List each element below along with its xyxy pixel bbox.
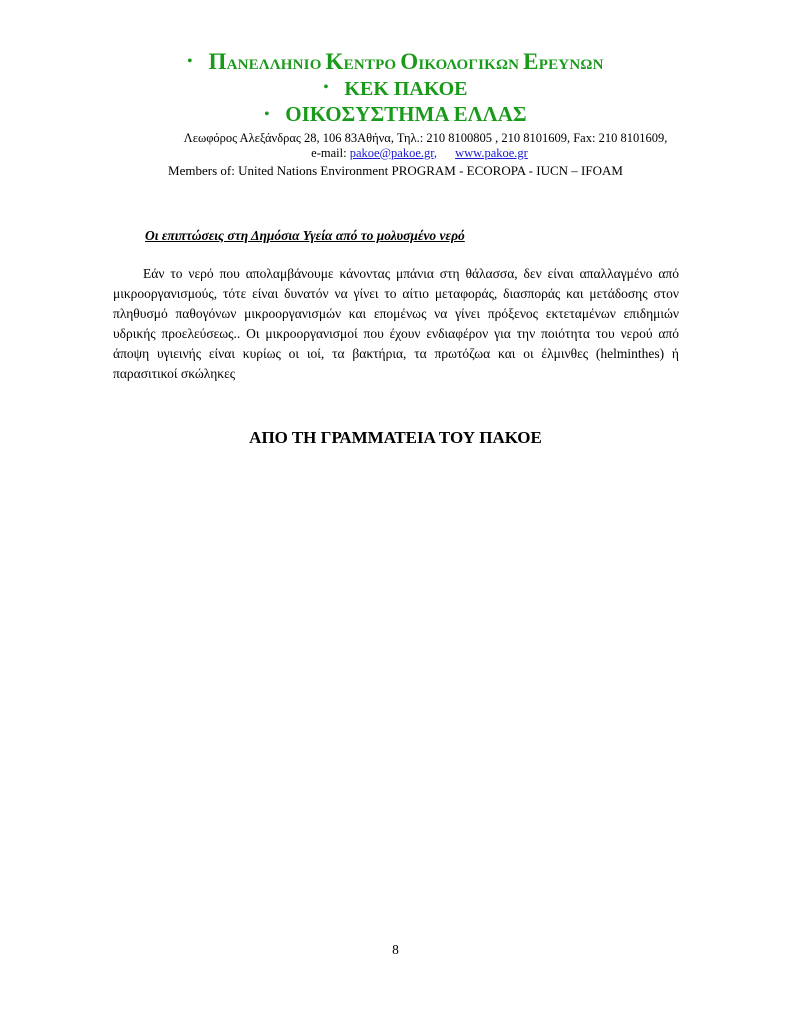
page-number: 8 [392, 942, 399, 957]
org-name-full [208, 49, 604, 74]
address-line: Λεωφόρος Αλεξάνδρας 28, 106 83Αθήνα, Τηλ.: 210 8100805 , 210 8101609, Fax: 210 8101609, [183, 130, 668, 145]
signature-line: ΑΠΟ ΤΗ ΓΡΑΜΜΑΤΕΙΑ ΤΟΥ ΠΑΚΟΕ [249, 428, 542, 447]
email-link[interactable]: pakoe@pakoe.gr, [349, 145, 438, 160]
org-name-part: Κ [325, 49, 344, 74]
contact-line [0, 146, 791, 161]
kek-pakoe-line [0, 77, 791, 102]
letterhead [0, 50, 791, 180]
org-name-line [0, 50, 791, 77]
org-name-part: ΙΚΟΛΟΓΙΚΩΝ [418, 57, 524, 73]
oikosystima-line [0, 102, 791, 128]
bullet-icon: • [323, 80, 329, 96]
org-name-part: Ο [400, 49, 419, 74]
website-link[interactable]: www.pakoe.gr [455, 145, 528, 160]
org-name-part: Ε [523, 49, 539, 74]
org-name-part: ΡΕΥΝΩΝ [538, 57, 604, 73]
kek-pakoe-text: ΚΕΚ ΠΑΚΟΕ [344, 78, 468, 100]
email-prefix: e-mail: [311, 145, 350, 160]
oikosystima-text: ΟΙΚΟΣΥΣΤΗΜΑ ΕΛΛΑΣ [285, 102, 527, 127]
org-name-part: Π [208, 49, 227, 74]
article-heading: Οι επιπτώσεις στη Δημόσια Υγεία από το μολυσμένο νερό [145, 228, 465, 243]
article-body: Εάν το νερό που απολαμβάνουμε κάνοντας μπάνια στη θάλασσα, δεν είναι απαλλαγμένο από μικροοργανισμούς, τότε είναι δυνατόν να γίνει το αίτιο μεταφοράς, διασποράς και μετάδοσης στον πληθυσμό παθογόνων μικροοργανισμών και επομένως να γίνει πρόξενος εκτεταμένων επιδημιών υδρικής προελεύσεως.. Οι μικροοργανισμοί που έχουν ενδιαφέρον για την ποιότητα του νερού από άποψη υγιεινής είναι κυρίως οι ιοί, τα βακτήρια, τα πρωτόζωα και οι έλμινθες (helminthes) ή παρασιτικοί σκώληκες [113, 266, 679, 381]
bullet-icon: • [264, 106, 270, 122]
org-name-part: ΑΝΕΛΛΗΝΙΟ [226, 57, 326, 73]
org-name-part: ΕΝΤΡΟ [343, 57, 401, 73]
members-line: Members of: United Nations Environment PROGRAM - ECOROPA - IUCN – IFOAM [168, 162, 623, 178]
bullet-icon: • [187, 54, 193, 70]
